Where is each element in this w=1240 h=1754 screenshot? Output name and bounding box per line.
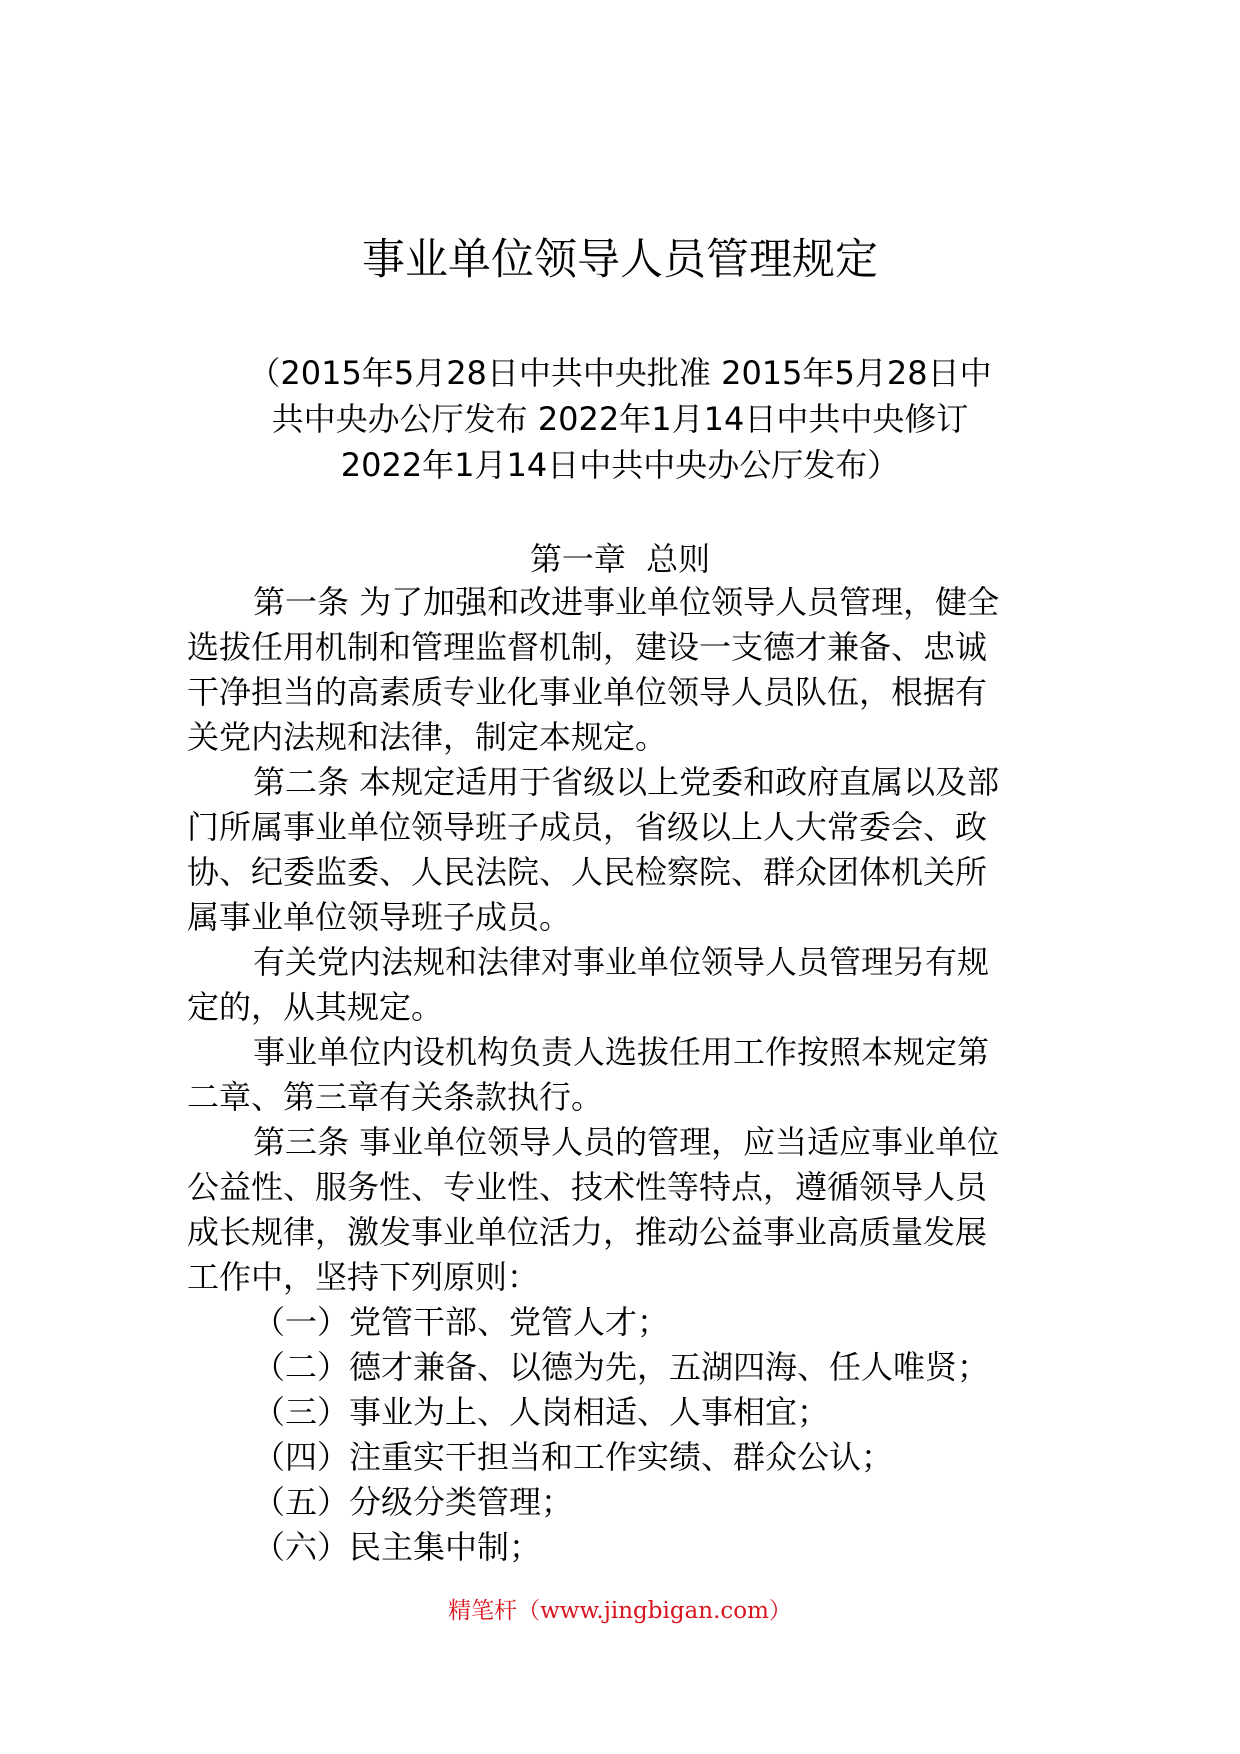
paragraph-line: 有关党内法规和法律对事业单位领导人员管理另有规 xyxy=(253,943,990,981)
list-item: （三）事业为上、人岗相适、人事相宜； xyxy=(253,1393,830,1431)
paragraph-line: 属事业单位领导班子成员。 xyxy=(187,898,572,936)
document-body xyxy=(187,580,1057,1570)
subtitle-line: （2015年5月28日中共中央批准 2015年5月28日中 xyxy=(248,354,992,392)
list-item: （五）分级分类管理； xyxy=(253,1483,574,1521)
document-title: 事业单位领导人员管理规定 xyxy=(362,235,878,285)
subtitle-line: 共中央办公厅发布 2022年1月14日中共中央修订 xyxy=(271,400,969,438)
subtitle-line: 2022年1月14日中共中央办公厅发布） xyxy=(340,446,900,484)
paragraph-line: 二章、第三章有关条款执行。 xyxy=(187,1078,604,1116)
document-subtitle xyxy=(200,350,1040,488)
list-item: （二）德才兼备、以德为先，五湖四海、任人唯贤； xyxy=(253,1348,990,1386)
list-item: （四）注重实干担当和工作实绩、群众公认； xyxy=(253,1438,894,1476)
paragraph-line: 协、纪委监委、人民法院、人民检察院、群众团体机关所 xyxy=(187,853,988,891)
chapter-heading: 第一章 总则 xyxy=(529,540,711,578)
list-item: （一）党管干部、党管人才； xyxy=(253,1303,670,1341)
footer-watermark: 精笔杆（www.jingbigan.com） xyxy=(448,1598,792,1624)
paragraph-line: 门所属事业单位领导班子成员，省级以上人大常委会、政 xyxy=(187,808,988,846)
paragraph-line: 干净担当的高素质专业化事业单位领导人员队伍，根据有 xyxy=(187,673,988,711)
paragraph-line: 第三条 事业单位领导人员的管理，应当适应事业单位 xyxy=(253,1123,1000,1161)
list-item: （六）民主集中制； xyxy=(253,1528,542,1566)
paragraph-line: 第二条 本规定适用于省级以上党委和政府直属以及部 xyxy=(253,763,1000,801)
paragraph-line: 成长规律，激发事业单位活力，推动公益事业高质量发展 xyxy=(187,1213,988,1251)
paragraph-line: 工作中，坚持下列原则： xyxy=(187,1258,540,1296)
paragraph-line: 公益性、服务性、专业性、技术性等特点，遵循领导人员 xyxy=(187,1168,988,1206)
paragraph-line: 第一条 为了加强和改进事业单位领导人员管理，健全 xyxy=(253,583,1000,621)
paragraph-line: 定的，从其规定。 xyxy=(187,988,444,1026)
paragraph-line: 关党内法规和法律，制定本规定。 xyxy=(187,718,668,756)
paragraph-line: 事业单位内设机构负责人选拔任用工作按照本规定第 xyxy=(253,1033,990,1071)
paragraph-line: 选拔任用机制和管理监督机制，建设一支德才兼备、忠诚 xyxy=(187,628,988,666)
